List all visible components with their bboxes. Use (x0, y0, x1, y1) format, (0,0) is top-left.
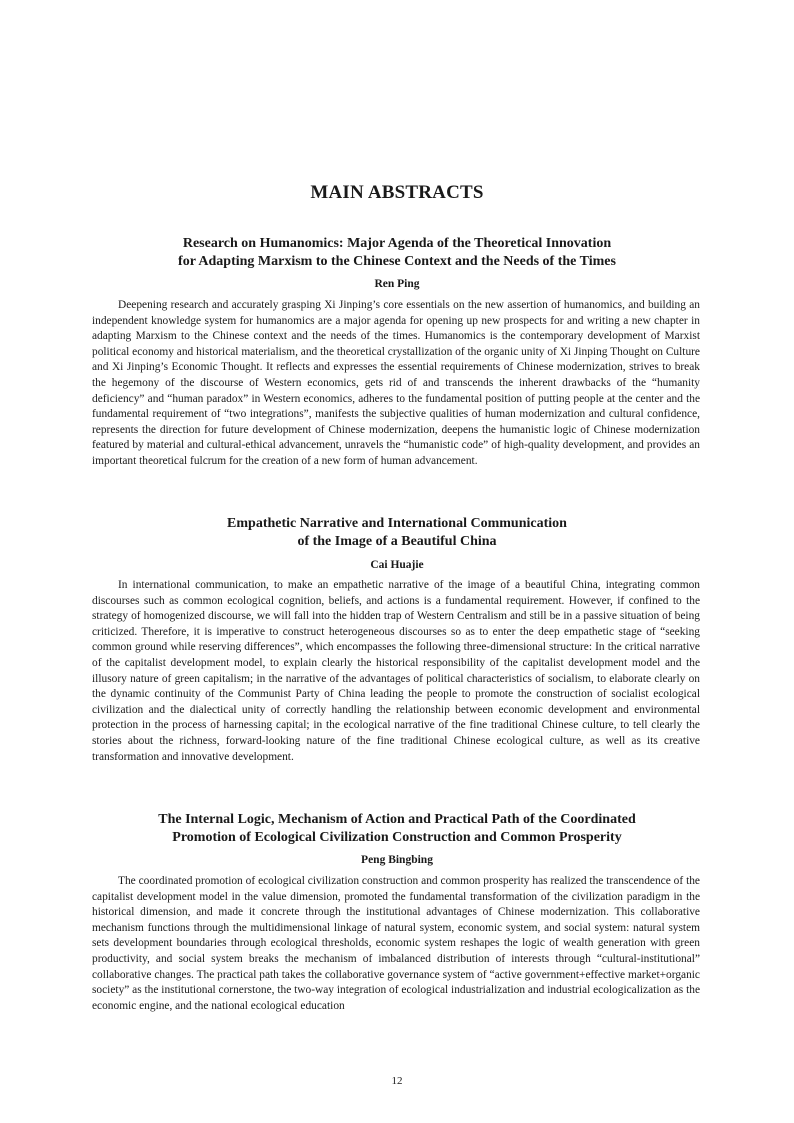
article-title (100, 811, 694, 847)
page-title: MAIN ABSTRACTS (310, 182, 484, 203)
article-abstract: Deepening research and accurately grasping Xi Jinping’s core essentials on the new assertion of humanomics, and building an independent knowledge system for humanomics are a major agenda for opening up new prospects for and writing a new chapter in adapting Marxism to the Chinese context and the needs of the times. Humanomics is the contemporary development of Marxist political economy and historical materialism, and the theoretical crystallization of the organic unity of Xi Jinping Thought on Culture and Xi Jinping’s Economic Thought. It reflects and expresses the essential requirements of Chinese modernization, strives to break the hegemony of the discourse of Western economics, gets rid of and transcends the inherent drawbacks of the “humanity deficiency” and “human paradox” in Western economics, adheres to the fundamental position of putting people at the center and the fundamental requirement of “two integrations”, manifests the subjective qualities of human modernization and cultural confidence, represents the direction for future development of Chinese modernization, deepens the humanistic logic of Chinese modernization featured by material and cultural-ethical advancement, unravels the “humanistic code” of high-quality development, and provides an important theoretical fulcrum for the creation of a new form of human advancement. (92, 299, 700, 467)
article-title (100, 515, 694, 551)
article-abstract: The coordinated promotion of ecological civilization construction and common prosperity has realized the transcendence of the capitalist development model in the value dimension, promoted the fundamental transformation of the civilization paradigm in the historical dimension, and made it concrete through the institutional advantages of Chinese modernization. This collaborative mechanism functions through the multidimensional linkage of natural system, economic system, and social system: natural system sets development boundaries through ecological thresholds, economic system reshapes the logic of wealth generation with green productivity, and social system breaks the mechanism of imbalanced distribution of interests through “cultural-institutional” collaborative changes. The practical path takes the collaborative governance system of “active government+effective market+organic society” as the institutional cornerstone, the two-way integration of ecological industrialization and industrial ecologicalization as the economic engine, and the national ecological education (92, 875, 700, 1012)
article-title-line: The Internal Logic, Mechanism of Action and Practical Path of the Coordinated (158, 812, 636, 827)
article-abstract: In international communication, to make an empathetic narrative of the image of a beautiful China, integrating common discourses such as common ecological cognition, beliefs, and actions is a fundamental requirement. However, if confined to the strategy of homogenized discourse, we will fall into the hidden trap of Western Centralism and still be in a passive situation of being criticized. Therefore, it is imperative to construct heterogeneous discourses so as to enter the deep empathetic stage of “seeking common ground while reserving differences”, which encompasses the following three-dimensional structure: In the critical narrative of the capitalist development model, to explain clearly the historical responsibility of the capitalist development model and the illusory nature of green capitalism; in the narrative of the advantages of political characteristics of socialism, to elaborate clearly on the dynamic continuity of the Communist Party of China leading the people to promote the construction of socialist ecological civilization and the dialectical unity of correctly handling the relationship between economic development and environmental protection in the process of harnessing capital; in the ecological narrative of the fine traditional Chinese culture, to tell clearly the stories about the richness, forward-looking nature of the fine traditional Chinese ecological culture, as well as its creative transformation and innovative development. (92, 579, 700, 763)
article-title-line: Promotion of Ecological Civilization Construction and Common Prosperity (172, 830, 622, 845)
article-title-line: Empathetic Narrative and International Communication (227, 516, 567, 531)
page-number: 12 (391, 1075, 403, 1087)
article-title (100, 235, 694, 271)
article-author: Cai Huajie (370, 559, 424, 571)
article-title-line: of the Image of a Beautiful China (297, 534, 497, 549)
article-title-line: Research on Humanomics: Major Agenda of the Theoretical Innovation (182, 236, 612, 251)
article-author: Ren Ping (374, 278, 420, 290)
article-author: Peng Bingbing (361, 854, 433, 866)
article-title-line: for Adapting Marxism to the Chinese Context and the Needs of the Times (178, 254, 616, 269)
